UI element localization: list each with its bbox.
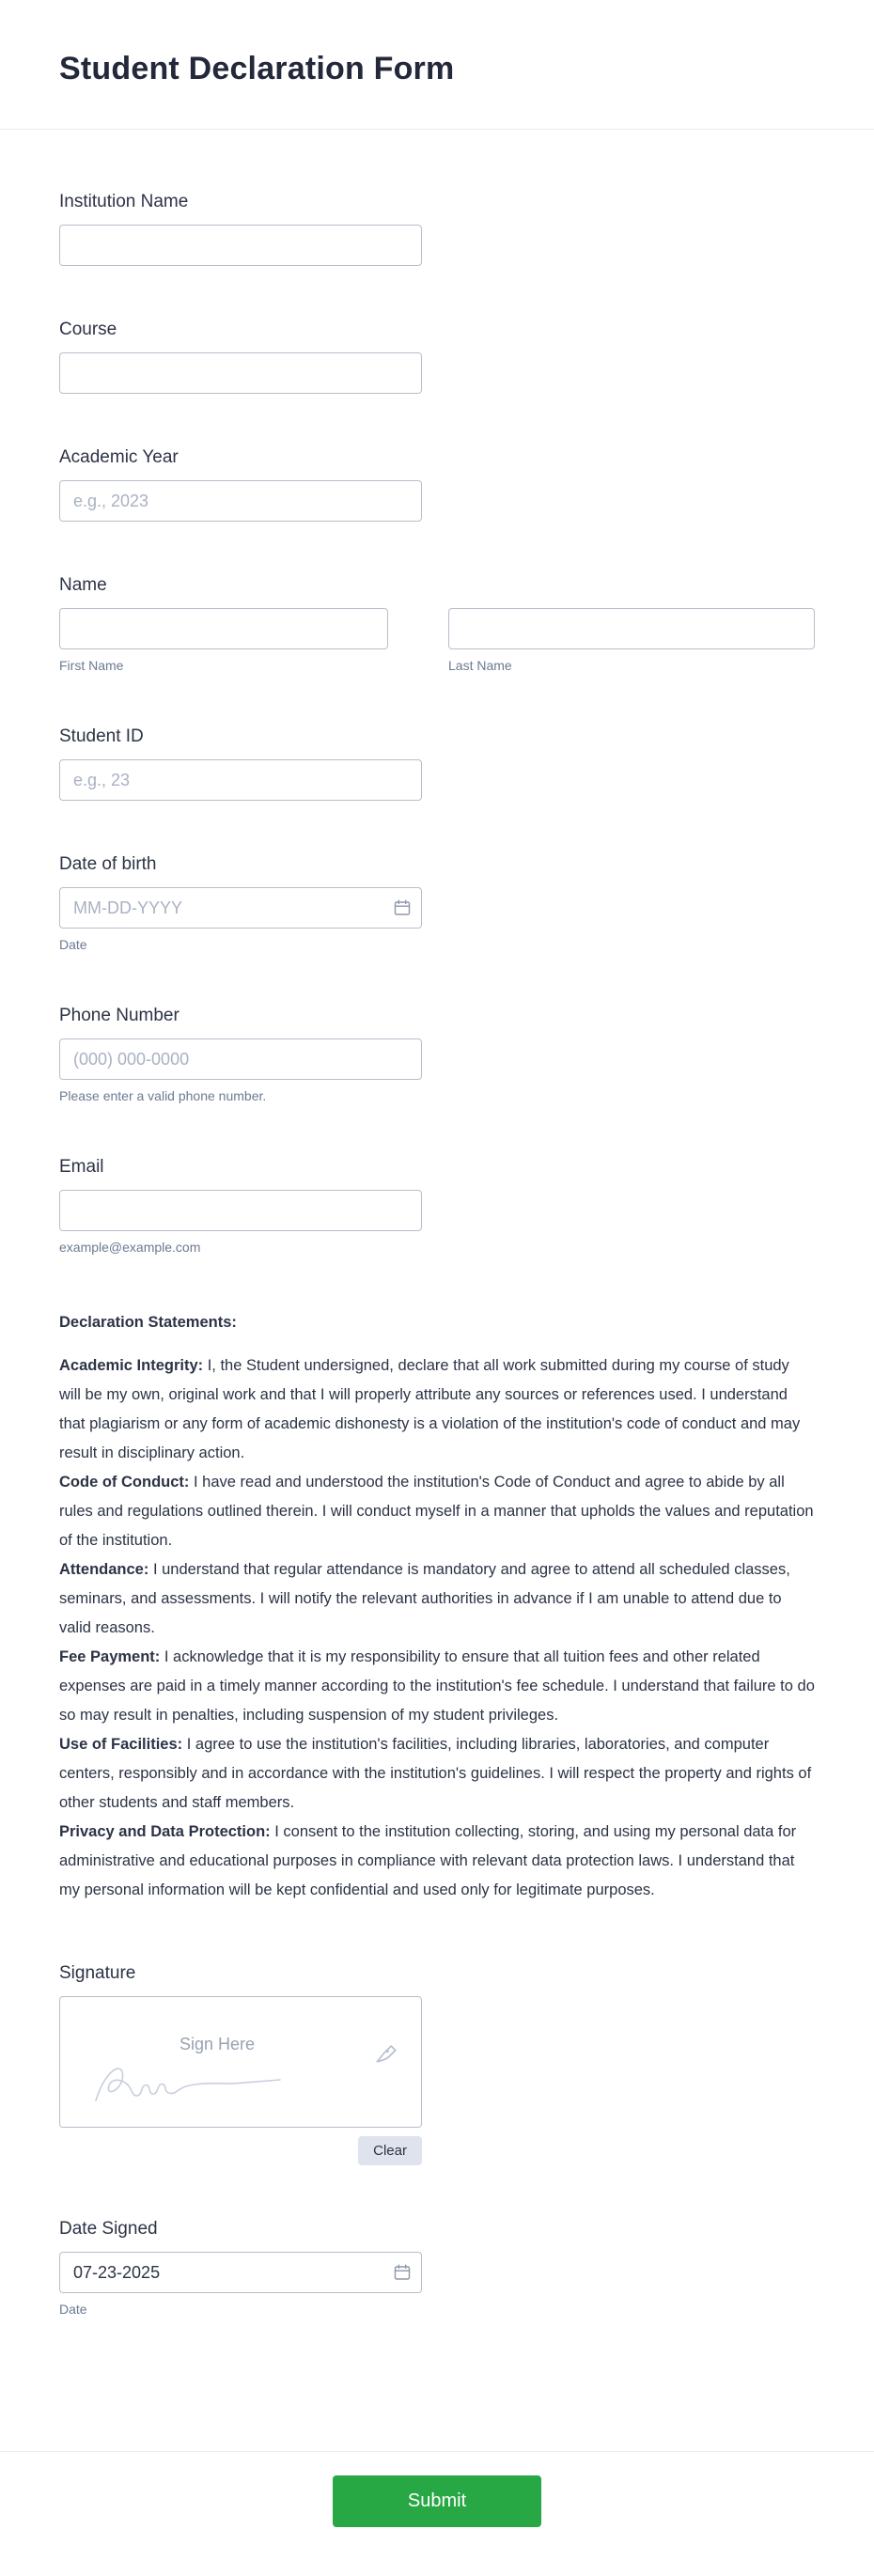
calendar-icon[interactable] xyxy=(393,2263,412,2282)
field-academic-year xyxy=(59,447,815,522)
submit-button[interactable]: Submit xyxy=(333,2475,541,2527)
statement-text: I understand that regular attendance is mandatory and agree to attend all scheduled classes, seminars, and assessments. I will notify the relevant authorities in advance if I am unable to attend due to valid reasons. xyxy=(59,1561,790,1636)
statement-text: I consent to the institution collecting, storing, and using my personal data for administrative and educational purposes in compliance with relevant data protection laws. I understand that my personal information will be kept confidential and used only for legitimate purposes. xyxy=(59,1823,797,1898)
field-date-signed xyxy=(59,2219,815,2317)
course-label: Course xyxy=(59,320,117,339)
signature-clear-row xyxy=(59,2136,422,2165)
date-of-birth-input[interactable] xyxy=(59,887,422,929)
signature-pad[interactable] xyxy=(59,1996,422,2128)
name-label: Name xyxy=(59,575,107,595)
statement-use-of-facilities xyxy=(59,1730,815,1818)
date-signed-label: Date Signed xyxy=(59,2219,158,2239)
statement-text: I acknowledge that it is my responsibility to ensure that all tuition fees and other related expenses are paid in a timely manner according to the institution's fee schedule. I understand that failure to do so may result in penalties, including suspension of my student privileges. xyxy=(59,1648,815,1724)
declaration-statements xyxy=(59,1308,815,1905)
statement-code-of-conduct xyxy=(59,1468,815,1555)
field-email xyxy=(59,1157,815,1255)
form-body xyxy=(0,130,874,2451)
last-name-input[interactable] xyxy=(448,608,815,649)
student-id-input[interactable] xyxy=(59,759,422,801)
course-input[interactable] xyxy=(59,352,422,394)
date-signed-input[interactable] xyxy=(59,2252,422,2293)
last-name-column xyxy=(448,608,815,673)
field-name xyxy=(59,575,815,673)
sign-here-placeholder: Sign Here xyxy=(179,2035,256,2053)
signature-clear-button[interactable]: Clear xyxy=(358,2136,422,2165)
form-header xyxy=(0,0,874,130)
signature-label: Signature xyxy=(59,1963,136,1983)
field-phone-number xyxy=(59,1006,815,1103)
date-of-birth-sublabel: Date xyxy=(59,937,87,952)
academic-year-input[interactable] xyxy=(59,480,422,522)
institution-name-label: Institution Name xyxy=(59,192,189,211)
field-institution-name xyxy=(59,192,815,266)
statement-text: I, the Student undersigned, declare that all work submitted during my course of study will be my own, original work and that I will properly attribute any sources or references used. I understand that plagiarism or any form of academic dishonesty is a violation of the institution's code of conduct and may result in disciplinary action. xyxy=(59,1357,801,1461)
date-signed-sublabel: Date xyxy=(59,2302,87,2317)
first-name-sublabel: First Name xyxy=(59,658,124,673)
first-name-column xyxy=(59,608,388,673)
last-name-sublabel: Last Name xyxy=(448,658,512,673)
institution-name-input[interactable] xyxy=(59,225,422,266)
field-student-id xyxy=(59,726,815,801)
email-input[interactable] xyxy=(59,1190,422,1231)
pen-icon xyxy=(374,2040,398,2065)
statement-text: I have read and understood the institution's Code of Conduct and agree to abide by all rules and regulations outlined therein. I will conduct myself in a manner that upholds the values and reputation of the institution. xyxy=(59,1474,814,1549)
page-title: Student Declaration Form xyxy=(59,51,455,86)
calendar-icon[interactable] xyxy=(393,898,412,917)
phone-number-input[interactable] xyxy=(59,1038,422,1080)
name-row xyxy=(59,608,815,673)
statement-fee-payment xyxy=(59,1643,815,1730)
statement-text: I agree to use the institution's facilities, including libraries, laboratories, and computer centers, responsibly and in accordance with the institution's guidelines. I will respect the property and rights of other students and staff members. xyxy=(59,1736,812,1811)
email-sublabel: example@example.com xyxy=(59,1240,201,1255)
submit-section xyxy=(0,2451,874,2576)
statement-title: Privacy and Data Protection: xyxy=(59,1823,271,1840)
date-of-birth-label: Date of birth xyxy=(59,854,157,874)
date-signed-input-wrap xyxy=(59,2252,422,2293)
statement-title: Attendance: xyxy=(59,1561,149,1578)
phone-number-label: Phone Number xyxy=(59,1006,179,1025)
field-date-of-birth xyxy=(59,854,815,952)
statement-academic-integrity xyxy=(59,1351,815,1468)
statement-title: Academic Integrity: xyxy=(59,1357,204,1374)
statement-privacy-data-protection xyxy=(59,1818,815,1905)
email-label: Email xyxy=(59,1157,104,1177)
statement-title: Fee Payment: xyxy=(59,1648,161,1665)
academic-year-label: Academic Year xyxy=(59,447,179,467)
statement-title: Code of Conduct: xyxy=(59,1474,190,1491)
date-of-birth-input-wrap xyxy=(59,887,422,929)
phone-number-sublabel: Please enter a valid phone number. xyxy=(59,1088,267,1103)
signature-squiggle-decoration xyxy=(92,2055,299,2112)
first-name-input[interactable] xyxy=(59,608,388,649)
declaration-heading: Declaration Statements: xyxy=(59,1314,237,1331)
student-id-label: Student ID xyxy=(59,726,144,746)
statement-attendance xyxy=(59,1555,815,1643)
statement-title: Use of Facilities: xyxy=(59,1736,183,1753)
field-course xyxy=(59,320,815,394)
field-signature xyxy=(59,1963,815,2165)
